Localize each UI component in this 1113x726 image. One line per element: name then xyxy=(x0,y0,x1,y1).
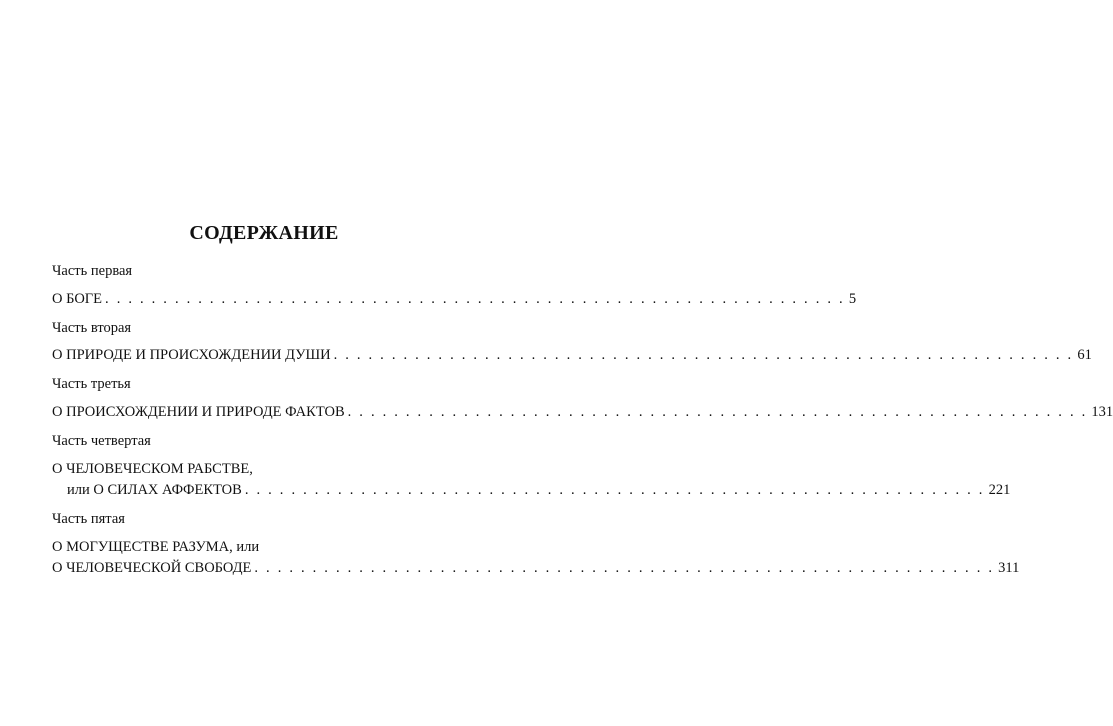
part-label-2: Часть вторая xyxy=(52,320,132,336)
page-number: 61 xyxy=(1077,347,1092,363)
entry-title: или О СИЛАХ АФФЕКТОВ xyxy=(67,482,242,498)
part-label-5: Часть пятая xyxy=(52,511,125,527)
toc-title: СОДЕРЖАНИЕ xyxy=(189,222,339,244)
page-number: 311 xyxy=(998,560,1020,576)
dot-leader: . . . . . . . . . . . . . . . . . . . . . . . . . . . . . . . . . . . . . . . . . . . . . . . . . . . . . . . . . . . . . . . . xyxy=(105,291,845,307)
dot-leader: . . . . . . . . . . . . . . . . . . . . . . . . . . . . . . . . . . . . . . . . . . . . . . . . . . . . . . . . . . . . . . . . xyxy=(333,347,1074,363)
page-number: 5 xyxy=(848,291,857,307)
dot-leader: . . . . . . . . . . . . . . . . . . . . . . . . . . . . . . . . . . . . . . . . . . . . . . . . . . . . . . . . . . . . . . . . xyxy=(244,482,985,498)
toc-entry-3 xyxy=(52,403,1113,421)
page-number: 221 xyxy=(988,482,1011,498)
part-label-3: Часть третья xyxy=(52,376,131,392)
toc-entry-2 xyxy=(52,346,1092,364)
page-number: 131 xyxy=(1091,404,1113,420)
toc-entry-4 xyxy=(67,481,1011,499)
part-label-1: Часть первая xyxy=(52,263,133,279)
toc-entry-4-line-1: О ЧЕЛОВЕЧЕСКОМ РАБСТВЕ, xyxy=(52,461,253,477)
toc-entry-1 xyxy=(52,290,857,308)
dot-leader: . . . . . . . . . . . . . . . . . . . . . . . . . . . . . . . . . . . . . . . . . . . . . . . . . . . . . . . . . . . . . . . . xyxy=(347,404,1088,420)
toc-entry-5 xyxy=(52,559,1020,577)
entry-title: О ПРОИСХОЖДЕНИИ И ПРИРОДЕ ФАКТОВ xyxy=(52,404,345,420)
entry-title: О ЧЕЛОВЕЧЕСКОЙ СВОБОДЕ xyxy=(52,560,252,576)
entry-title: О БОГЕ xyxy=(52,291,103,307)
toc-entry-5-line-1: О МОГУЩЕСТВЕ РАЗУМА, или xyxy=(52,539,260,555)
part-label-4: Часть четвертая xyxy=(52,433,151,449)
dot-leader: . . . . . . . . . . . . . . . . . . . . . . . . . . . . . . . . . . . . . . . . . . . . . . . . . . . . . . . . . . . . . . . . xyxy=(254,560,995,576)
entry-title: О ПРИРОДЕ И ПРОИСХОЖДЕНИИ ДУШИ xyxy=(52,347,331,363)
